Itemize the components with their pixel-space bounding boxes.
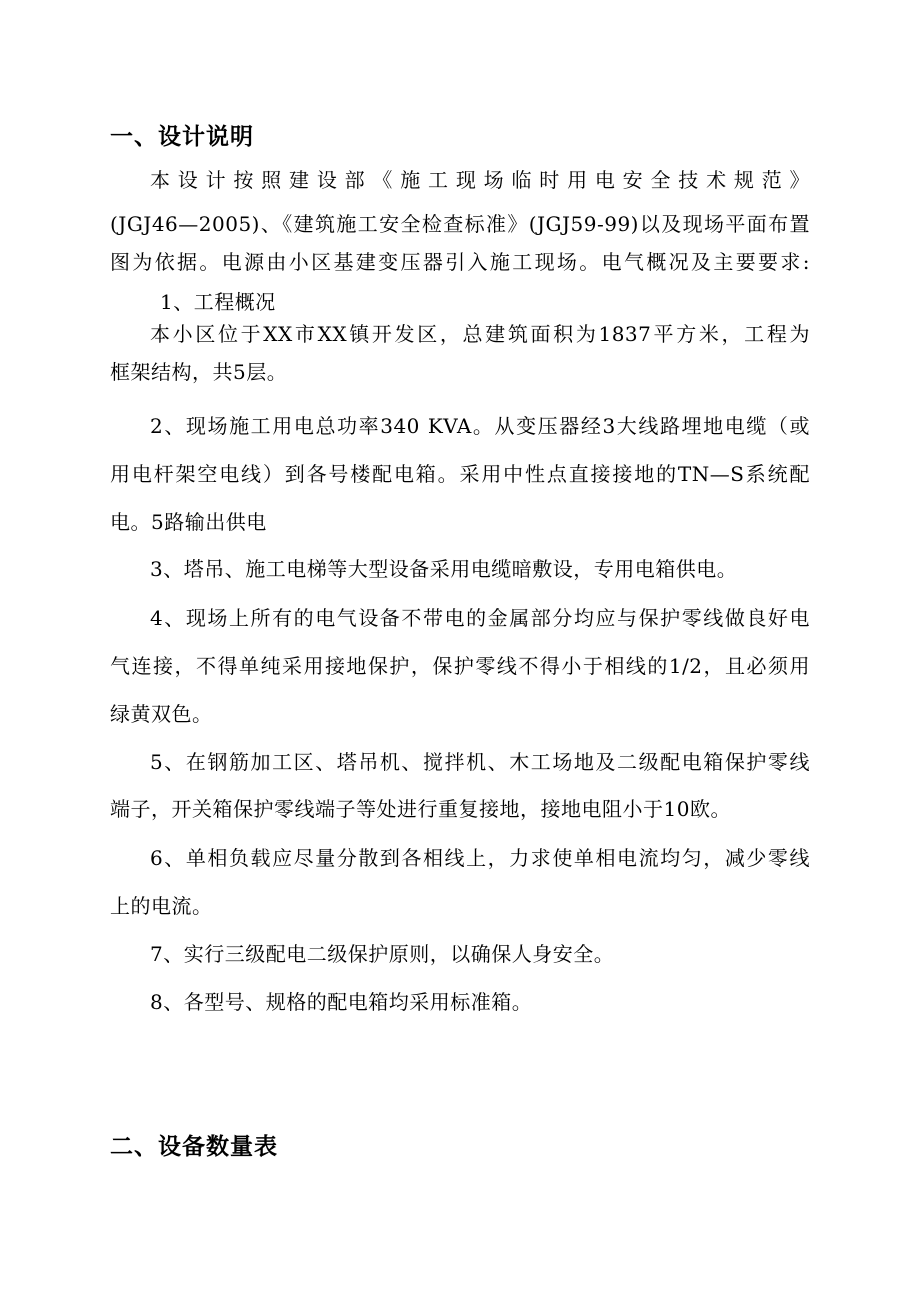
- item-2-line-1: 2、现场施工用电总功率340 KVA。从变压器经3大线路埋地电缆（或: [150, 414, 810, 438]
- item-6-line-1: 6、单相负载应尽量分散到各相线上，力求使单相电流均匀，减少零线: [150, 846, 810, 870]
- item-5-line-1: 5、在钢筋加工区、塔吊机、搅拌机、木工场地及二级配电箱保护零线: [150, 750, 810, 774]
- item-1-line-2: 框架结构，共5层。: [110, 360, 288, 384]
- item-2-line-3: 电。5路输出供电: [110, 510, 267, 534]
- intro-line-1: 本设计按照建设部《施工现场临时用电安全技术规范》: [150, 168, 810, 192]
- item-4-line-1: 4、现场上所有的电气设备不带电的金属部分均应与保护零线做良好电: [150, 606, 810, 630]
- item-8-line-1: 8、各型号、规格的配电箱均采用标准箱。: [150, 990, 533, 1014]
- intro-line-3: 图为依据。电源由小区基建变压器引入施工现场。电气概况及主要要求:: [110, 250, 810, 274]
- intro-line-2: (JGJ46—2005)、《建筑施工安全检查标准》(JGJ59-99)以及现场平面布置: [110, 212, 810, 236]
- section-2-title: 二、设备数量表: [110, 1134, 278, 1160]
- item-3-line-1: 3、塔吊、施工电梯等大型设备采用电缆暗敷设，专用电箱供电。: [150, 557, 738, 581]
- item-5-line-2: 端子，开关箱保护零线端子等处进行重复接地，接地电阻小于10欧。: [110, 797, 731, 821]
- item-7-line-1: 7、实行三级配电二级保护原则，以确保人身安全。: [150, 942, 615, 966]
- item-2-line-2: 用电杆架空电线）到各号楼配电箱。采用中性点直接接地的TN—S系统配: [110, 462, 810, 486]
- section-1-title: 一、设计说明: [110, 124, 254, 150]
- item-1-title: 1、工程概况: [160, 290, 276, 314]
- item-4-line-3: 绿黄双色。: [110, 702, 213, 726]
- item-4-line-2: 气连接，不得单纯采用接地保护，保护零线不得小于相线的1/2，且必须用: [110, 654, 810, 678]
- item-1-line-1: 本小区位于XX市XX镇开发区，总建筑面积为1837平方米，工程为: [150, 322, 810, 346]
- item-6-line-2: 上的电流。: [110, 894, 213, 918]
